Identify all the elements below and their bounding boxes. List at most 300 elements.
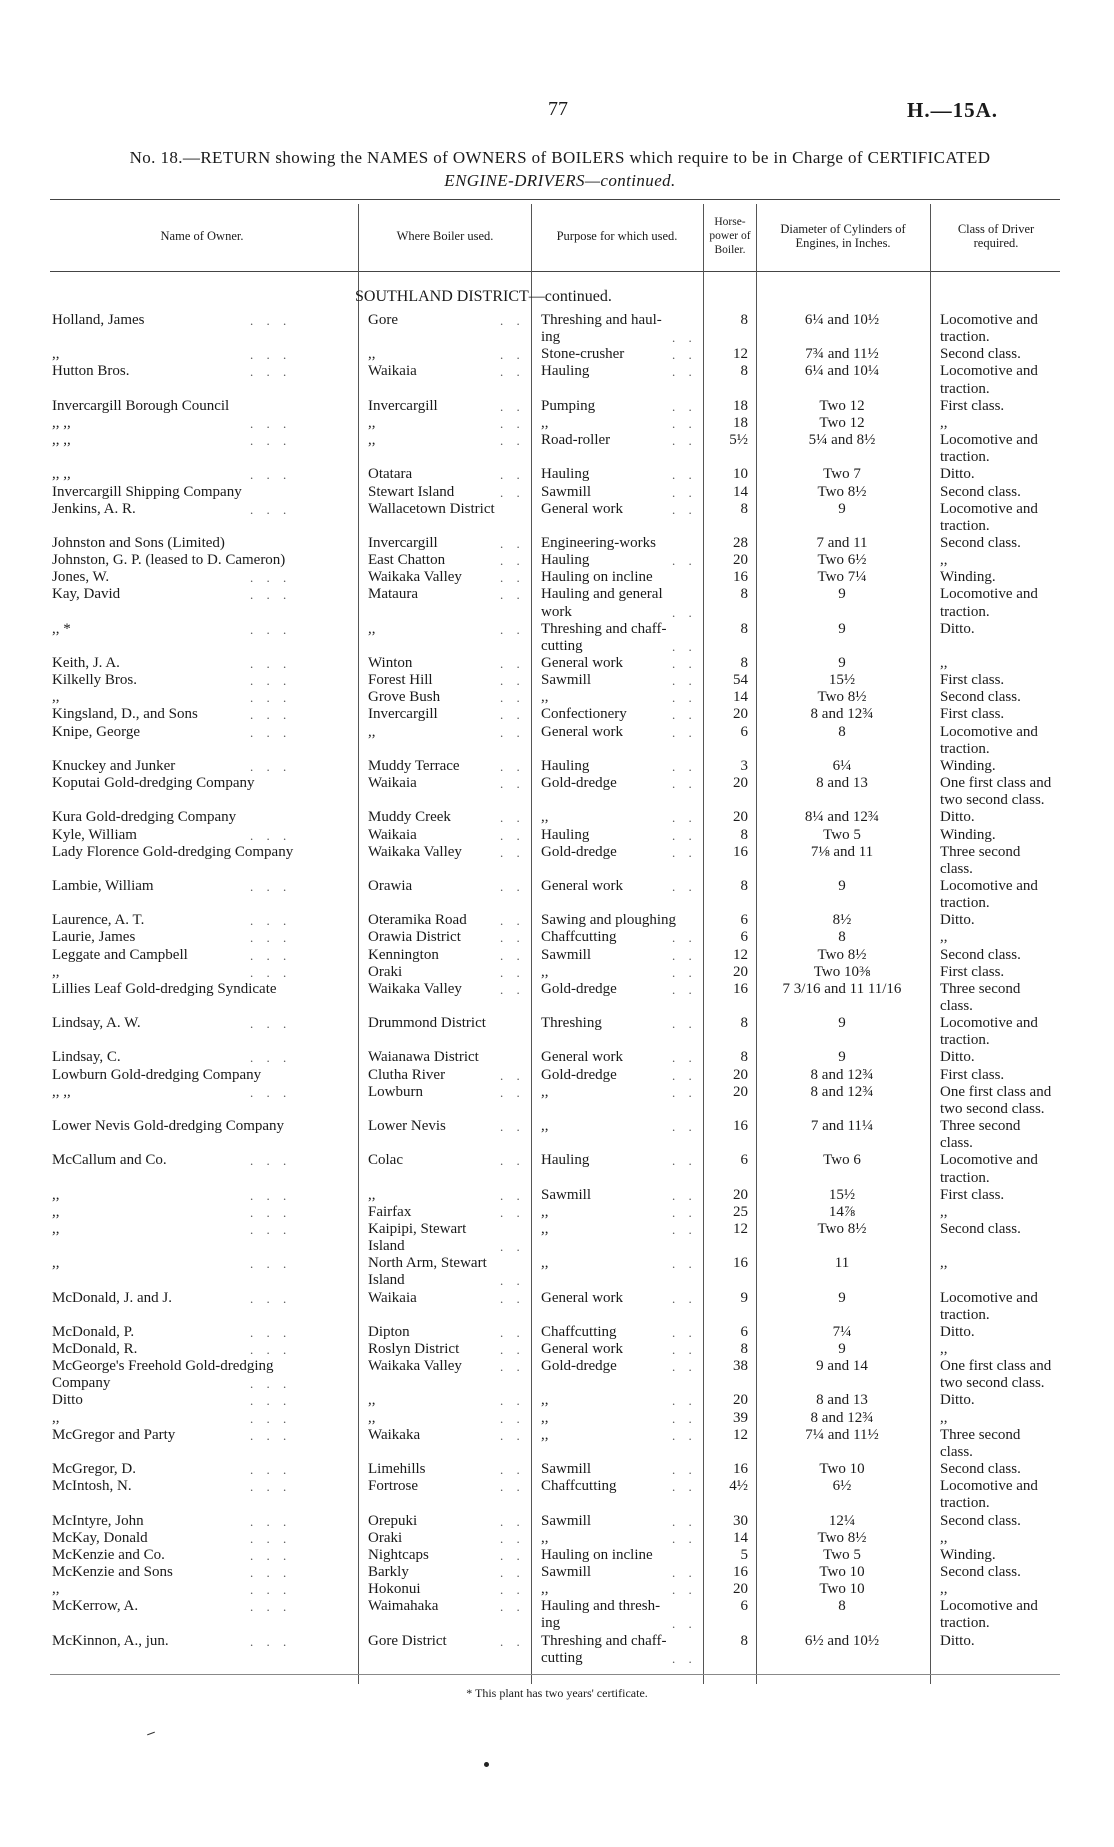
leader-dots: . . .	[250, 1513, 292, 1529]
table-row	[0, 466, 1114, 483]
horse-power-cell: 16	[733, 1118, 748, 1135]
purpose-cell: Sawmill	[541, 1512, 592, 1529]
leader-dots: . .	[672, 1324, 697, 1340]
leader-dots: . .	[672, 1187, 697, 1203]
table-row	[0, 655, 1114, 672]
where-cell: ,,	[368, 346, 376, 363]
leader-dots: . .	[500, 776, 525, 792]
table-row	[0, 1478, 1114, 1495]
horse-power-cell: 16	[733, 843, 748, 860]
leader-dots: . . .	[250, 501, 292, 517]
horse-power-cell: 20	[733, 775, 748, 792]
purpose-cell: General work	[541, 1289, 624, 1306]
leader-dots: . .	[500, 930, 525, 946]
class-cell: traction.	[940, 1306, 990, 1323]
purpose-cell: ,,	[541, 1409, 549, 1426]
diameter-cell: 12¼	[828, 1512, 856, 1529]
leader-dots: . . .	[250, 347, 292, 363]
leader-dots: . .	[672, 1427, 697, 1443]
leader-dots: . .	[672, 981, 697, 997]
diameter-cell: Two 6½	[817, 552, 867, 569]
where-cell: Waikaka Valley	[368, 569, 462, 586]
table-row	[0, 312, 1114, 329]
where-cell: ,,	[368, 620, 376, 637]
where-cell: ,,	[368, 432, 376, 449]
class-cell: traction.	[940, 380, 990, 397]
horse-power-cell: 8	[740, 1049, 748, 1066]
horse-power-cell: 6	[740, 929, 748, 946]
horse-power-cell: 16	[733, 569, 748, 586]
horse-power-cell: 54	[733, 672, 748, 689]
table-row	[0, 484, 1114, 501]
class-cell: class.	[940, 860, 973, 877]
diameter-cell: 9	[838, 1015, 846, 1032]
table-row	[0, 895, 1114, 912]
diameter-cell: 6¼	[832, 757, 852, 774]
table-row	[0, 346, 1114, 363]
diameter-cell: 11	[834, 1255, 850, 1272]
owner-cell: Knuckey and Junker	[52, 757, 176, 774]
class-cell: Locomotive and	[940, 312, 1038, 328]
class-cell: ,,	[940, 1529, 948, 1546]
owner-cell: ,,	[52, 1409, 60, 1426]
owner-cell: ,,	[52, 963, 60, 980]
table-row	[0, 1444, 1114, 1461]
table-row	[0, 535, 1114, 552]
table-row	[0, 1375, 1114, 1392]
diameter-cell: 8 and 13	[816, 775, 868, 792]
leader-dots: . .	[672, 467, 697, 483]
title-line-1: No. 18.—RETURN showing the NAMES of OWNERS of BOILERS which require to be in Charge of CERTIFICATED	[129, 148, 991, 167]
class-cell: traction.	[940, 603, 990, 620]
purpose-cell: Hauling	[541, 757, 590, 774]
class-cell: Locomotive and	[940, 1015, 1038, 1032]
leader-dots: . . .	[250, 707, 292, 723]
leader-dots: . .	[500, 1324, 525, 1340]
purpose-cell: work	[541, 603, 572, 620]
where-cell: Nightcaps	[368, 1546, 429, 1563]
class-cell: traction.	[940, 1615, 990, 1632]
header-diameter: Diameter of Cylinders of Engines, in Inches.	[780, 222, 906, 250]
where-cell: Muddy Creek	[368, 809, 451, 826]
owner-cell: ,,	[52, 1203, 60, 1220]
leader-dots: . .	[500, 1530, 525, 1546]
table-row	[0, 998, 1114, 1015]
class-cell: ,,	[940, 1409, 948, 1426]
class-cell: Winding.	[940, 757, 996, 774]
class-cell: Ditto.	[940, 620, 975, 637]
where-cell: Fortrose	[368, 1478, 418, 1495]
leader-dots: . . .	[250, 364, 292, 380]
leader-dots: . . .	[250, 570, 292, 586]
purpose-cell: General work	[541, 655, 624, 671]
purpose-cell: Hauling on incline	[541, 569, 653, 586]
where-cell: Island	[368, 1272, 405, 1289]
owner-cell: McDonald, R.	[52, 1341, 138, 1357]
leader-dots: . . .	[250, 1530, 292, 1546]
class-cell: Second class.	[940, 946, 1021, 963]
horse-power-cell: 28	[733, 534, 748, 551]
horse-power-cell: 30	[733, 1512, 748, 1529]
table-top-rule	[50, 199, 1060, 200]
purpose-cell: Hauling	[541, 363, 590, 380]
class-cell: Locomotive and	[940, 1152, 1038, 1169]
horse-power-cell: 18	[733, 414, 748, 431]
purpose-cell: ,,	[541, 1255, 549, 1272]
table-row	[0, 569, 1114, 586]
where-cell: Kaipipi, Stewart	[368, 1220, 467, 1237]
leader-dots: . .	[500, 1239, 525, 1255]
purpose-cell: ing	[541, 329, 561, 346]
horse-power-cell: 12	[733, 946, 748, 963]
diameter-cell: 9	[838, 1341, 846, 1357]
owner-cell: Lindsay, C.	[52, 1049, 121, 1066]
leader-dots: . .	[500, 1290, 525, 1306]
where-cell: Drummond District	[368, 1015, 486, 1032]
class-cell: Locomotive and	[940, 363, 1038, 380]
purpose-cell: ,,	[541, 1118, 549, 1135]
table-row	[0, 929, 1114, 946]
class-cell: ,,	[940, 1255, 948, 1272]
class-cell: ,,	[940, 1341, 948, 1357]
table-row	[0, 1633, 1114, 1650]
leader-dots: . .	[672, 433, 697, 449]
leader-dots: . .	[500, 587, 525, 603]
table-row	[0, 775, 1114, 792]
horse-power-cell: 14	[733, 1529, 748, 1546]
leader-dots: . .	[672, 330, 697, 346]
purpose-cell: Sawmill	[541, 1563, 592, 1580]
leader-dots: . .	[500, 433, 525, 449]
purpose-cell: Pumping	[541, 397, 596, 414]
class-cell: Second class.	[940, 1220, 1021, 1237]
table-row	[0, 1067, 1114, 1084]
table-row	[0, 432, 1114, 449]
class-cell: traction.	[940, 1495, 990, 1512]
class-cell: Locomotive and	[940, 586, 1038, 603]
diameter-cell: 9	[838, 655, 846, 671]
where-cell: Gore District	[368, 1632, 447, 1649]
owner-cell: Invercargill Shipping Company	[52, 483, 242, 500]
purpose-cell: Hauling and thresh-	[541, 1598, 661, 1615]
horse-power-cell: 8	[740, 500, 748, 517]
owner-cell: Lambie, William	[52, 877, 154, 894]
leader-dots: . . .	[250, 1393, 292, 1409]
leader-dots: . .	[672, 758, 697, 774]
class-cell: Winding.	[940, 569, 996, 586]
leader-dots: . . .	[250, 1016, 292, 1032]
where-cell: Waikaka	[368, 1426, 421, 1443]
where-cell: Gore	[368, 312, 398, 328]
leader-dots: . .	[500, 535, 525, 551]
leader-dots: . . .	[250, 724, 292, 740]
diameter-cell: 9	[838, 586, 846, 603]
purpose-cell: Stone-crusher	[541, 346, 625, 363]
leader-dots: . .	[500, 1479, 525, 1495]
class-cell: First class.	[940, 1186, 1005, 1203]
leader-dots: . . .	[250, 1462, 292, 1478]
horse-power-cell: 39	[733, 1409, 748, 1426]
horse-power-cell: 20	[733, 809, 748, 826]
table-row	[0, 1564, 1114, 1581]
owner-cell: McGregor, D.	[52, 1461, 136, 1478]
leader-dots: . .	[500, 1119, 525, 1135]
table-row	[0, 947, 1114, 964]
horse-power-cell: 16	[733, 1563, 748, 1580]
leader-dots: . .	[500, 1393, 525, 1409]
leader-dots: . .	[672, 1067, 697, 1083]
where-cell: ,,	[368, 1409, 376, 1426]
leader-dots: . .	[672, 484, 697, 500]
leader-dots: . .	[672, 673, 697, 689]
leader-dots: . .	[672, 1153, 697, 1169]
class-cell: Locomotive and	[940, 877, 1038, 894]
leader-dots: . .	[500, 964, 525, 980]
table-row	[0, 518, 1114, 535]
leader-dots: . .	[672, 604, 697, 620]
leader-dots: . .	[672, 1016, 697, 1032]
owner-cell: ,,	[52, 1186, 60, 1203]
header-class: Class of Driver required.	[957, 222, 1035, 250]
diameter-cell: 7¼	[832, 1323, 852, 1340]
purpose-cell: Hauling on incline	[541, 1546, 653, 1563]
class-cell: First class.	[940, 397, 1005, 414]
class-cell: Locomotive and	[940, 723, 1038, 740]
horse-power-cell: 14	[733, 483, 748, 500]
leader-dots: . .	[672, 1410, 697, 1426]
table-row	[0, 912, 1114, 929]
horse-power-cell: 20	[733, 1392, 748, 1409]
diameter-cell: Two 10	[819, 1581, 865, 1598]
leader-dots: . .	[672, 1479, 697, 1495]
leader-dots: . .	[500, 1153, 525, 1169]
leader-dots: . .	[672, 776, 697, 792]
table-row	[0, 415, 1114, 432]
table-row	[0, 1204, 1114, 1221]
where-cell: ,,	[368, 1392, 376, 1409]
table-bottom-rule	[50, 1674, 1060, 1675]
diameter-cell: 8 and 12¾	[810, 1409, 874, 1426]
purpose-cell: cutting	[541, 1649, 583, 1666]
leader-dots: . .	[500, 1359, 525, 1375]
class-cell: traction.	[940, 449, 990, 466]
horse-power-cell: 9	[740, 1289, 748, 1306]
table-header-rule	[50, 271, 1060, 272]
owner-cell: ,,	[52, 1255, 60, 1272]
leader-dots: . . .	[250, 621, 292, 637]
horse-power-cell: 8	[740, 586, 748, 603]
horse-power-cell: 8	[740, 363, 748, 380]
purpose-cell: Confectionery	[541, 706, 627, 723]
table-row	[0, 758, 1114, 775]
class-cell: Ditto.	[940, 1392, 975, 1409]
table-row	[0, 381, 1114, 398]
diameter-cell: 8	[838, 723, 846, 740]
owner-cell: Lady Florence Gold-dredging Company	[52, 843, 294, 860]
leader-dots: . . .	[250, 467, 292, 483]
leader-dots: . .	[672, 1359, 697, 1375]
table-row	[0, 1581, 1114, 1598]
leader-dots: . .	[500, 827, 525, 843]
leader-dots: . .	[672, 1342, 697, 1357]
purpose-cell: Hauling	[541, 552, 590, 569]
table-row	[0, 1530, 1114, 1547]
where-cell: Hokonui	[368, 1581, 421, 1598]
class-cell: ,,	[940, 1581, 948, 1598]
class-cell: ,,	[940, 655, 948, 671]
purpose-cell: Chaffcutting	[541, 1323, 617, 1340]
leader-dots: . .	[672, 364, 697, 380]
diameter-cell: 8 and 13	[816, 1392, 868, 1409]
leader-dots: . .	[672, 501, 697, 517]
diameter-cell: 7¾ and 11½	[805, 346, 879, 363]
leader-dots: . .	[500, 656, 525, 671]
leader-dots: . . .	[250, 1290, 292, 1306]
class-cell: First class.	[940, 1066, 1005, 1083]
table-row	[0, 1272, 1114, 1289]
owner-cell: McKenzie and Sons	[52, 1563, 173, 1580]
table-row	[0, 672, 1114, 689]
where-cell: Lower Nevis	[368, 1118, 446, 1135]
leader-dots: . .	[500, 347, 525, 363]
leader-dots: . .	[672, 878, 697, 894]
leader-dots: . . .	[250, 1187, 292, 1203]
where-cell: East Chatton	[368, 552, 446, 569]
table-row	[0, 689, 1114, 706]
where-cell: Grove Bush	[368, 689, 441, 706]
where-cell: Colac	[368, 1152, 403, 1169]
title-line-2: ENGINE-DRIVERS—continued.	[444, 171, 676, 190]
leader-dots: . .	[672, 347, 697, 363]
where-cell: Waikaia	[368, 826, 417, 843]
horse-power-cell: 12	[733, 346, 748, 363]
table-row	[0, 363, 1114, 380]
diameter-cell: 9	[838, 500, 846, 517]
owner-cell: Laurence, A. T.	[52, 912, 145, 929]
table-row	[0, 1410, 1114, 1427]
horse-power-cell: 6	[740, 1598, 748, 1615]
table-row	[0, 1547, 1114, 1564]
class-cell: ,,	[940, 552, 948, 569]
class-cell: traction.	[940, 1032, 990, 1049]
owner-cell: Lillies Leaf Gold-dredging Syndicate	[52, 980, 277, 997]
purpose-cell: Threshing	[541, 1015, 602, 1032]
leader-dots: . .	[672, 707, 697, 723]
table-row	[0, 1152, 1114, 1169]
leader-dots: . .	[672, 810, 697, 826]
purpose-cell: Threshing and haul-	[541, 312, 662, 328]
class-cell: class.	[940, 1135, 973, 1152]
where-cell: Oraki	[368, 1529, 403, 1546]
class-cell: Three second	[940, 1426, 1021, 1443]
table-row	[0, 329, 1114, 346]
table-row	[0, 1324, 1114, 1341]
class-cell: Winding.	[940, 826, 996, 843]
owner-cell: Keith, J. A.	[52, 655, 120, 671]
leader-dots: . . .	[250, 1153, 292, 1169]
horse-power-cell: 8	[740, 620, 748, 637]
where-cell: Winton	[368, 655, 413, 671]
class-cell: One first class and	[940, 775, 1052, 792]
leader-dots: . .	[500, 758, 525, 774]
purpose-cell: ,,	[541, 689, 549, 706]
class-cell: class.	[940, 998, 973, 1014]
diameter-cell: 8¼ and 12¾	[804, 809, 880, 826]
leader-dots: . .	[500, 1633, 525, 1649]
class-cell: First class.	[940, 672, 1005, 689]
horse-power-cell: 8	[740, 312, 748, 328]
owner-cell: McDonald, J. and J.	[52, 1289, 172, 1306]
class-cell: Three second	[940, 843, 1021, 860]
owner-cell: Knipe, George	[52, 723, 141, 740]
leader-dots: . .	[500, 878, 525, 894]
horse-power-cell: 5½	[729, 432, 748, 449]
owner-cell: ,, ,,	[52, 466, 71, 483]
diameter-cell: 5¼ and 8½	[808, 432, 876, 449]
purpose-cell: ,,	[541, 1083, 549, 1100]
class-cell: class.	[940, 1443, 973, 1460]
leader-dots: . .	[672, 415, 697, 431]
where-cell: Fairfax	[368, 1203, 412, 1220]
diameter-cell: Two 7	[823, 466, 861, 483]
where-cell: Oteramika Road	[368, 912, 467, 929]
leader-dots: . . .	[250, 1410, 292, 1426]
table-row	[0, 1118, 1114, 1135]
owner-cell: ,,	[52, 1581, 60, 1598]
table-row	[0, 1084, 1114, 1101]
where-cell: Waimahaka	[368, 1598, 439, 1615]
diameter-cell: 8 and 12¾	[810, 1083, 874, 1100]
diameter-cell: 7 3/16 and 11 11/16	[782, 980, 902, 997]
header-purpose: Purpose for which used.	[556, 229, 678, 243]
class-cell: First class.	[940, 706, 1005, 723]
table-row	[0, 1615, 1114, 1632]
horse-power-cell: 14	[733, 689, 748, 706]
horse-power-cell: 20	[733, 706, 748, 723]
leader-dots: . . .	[250, 878, 292, 894]
leader-dots: . . .	[250, 1256, 292, 1272]
document-title	[60, 146, 1060, 192]
horse-power-cell: 8	[740, 1341, 748, 1357]
owner-cell: ,, ,,	[52, 414, 71, 431]
where-cell: Wallacetown District	[368, 500, 495, 517]
where-cell: Waikaia	[368, 363, 417, 380]
owner-cell: Hutton Bros.	[52, 363, 130, 380]
owner-cell: Company	[52, 1375, 111, 1392]
where-cell: Kennington	[368, 946, 439, 963]
horse-power-cell: 20	[733, 1083, 748, 1100]
horse-power-cell: 16	[733, 980, 748, 997]
class-cell: two second class.	[940, 1100, 1045, 1117]
where-cell: Waianawa District	[368, 1049, 479, 1066]
diameter-cell: Two 8½	[817, 689, 867, 706]
where-cell: Clutha River	[368, 1066, 446, 1083]
leader-dots: . . .	[250, 313, 292, 328]
leader-dots: . . .	[250, 1427, 292, 1443]
purpose-cell: Sawmill	[541, 946, 592, 963]
leader-dots: . .	[500, 313, 525, 328]
leader-dots: . .	[672, 1221, 697, 1237]
leader-dots: . . .	[250, 1342, 292, 1357]
purpose-cell: Hauling	[541, 826, 590, 843]
class-cell: Second class.	[940, 689, 1021, 706]
purpose-cell: Sawmill	[541, 672, 592, 689]
purpose-cell: Hauling and general	[541, 586, 663, 603]
class-cell: Ditto.	[940, 1323, 975, 1340]
purpose-cell: ,,	[541, 414, 549, 431]
horse-power-cell: 8	[740, 1015, 748, 1032]
owner-cell: Kingsland, D., and Sons	[52, 706, 198, 723]
